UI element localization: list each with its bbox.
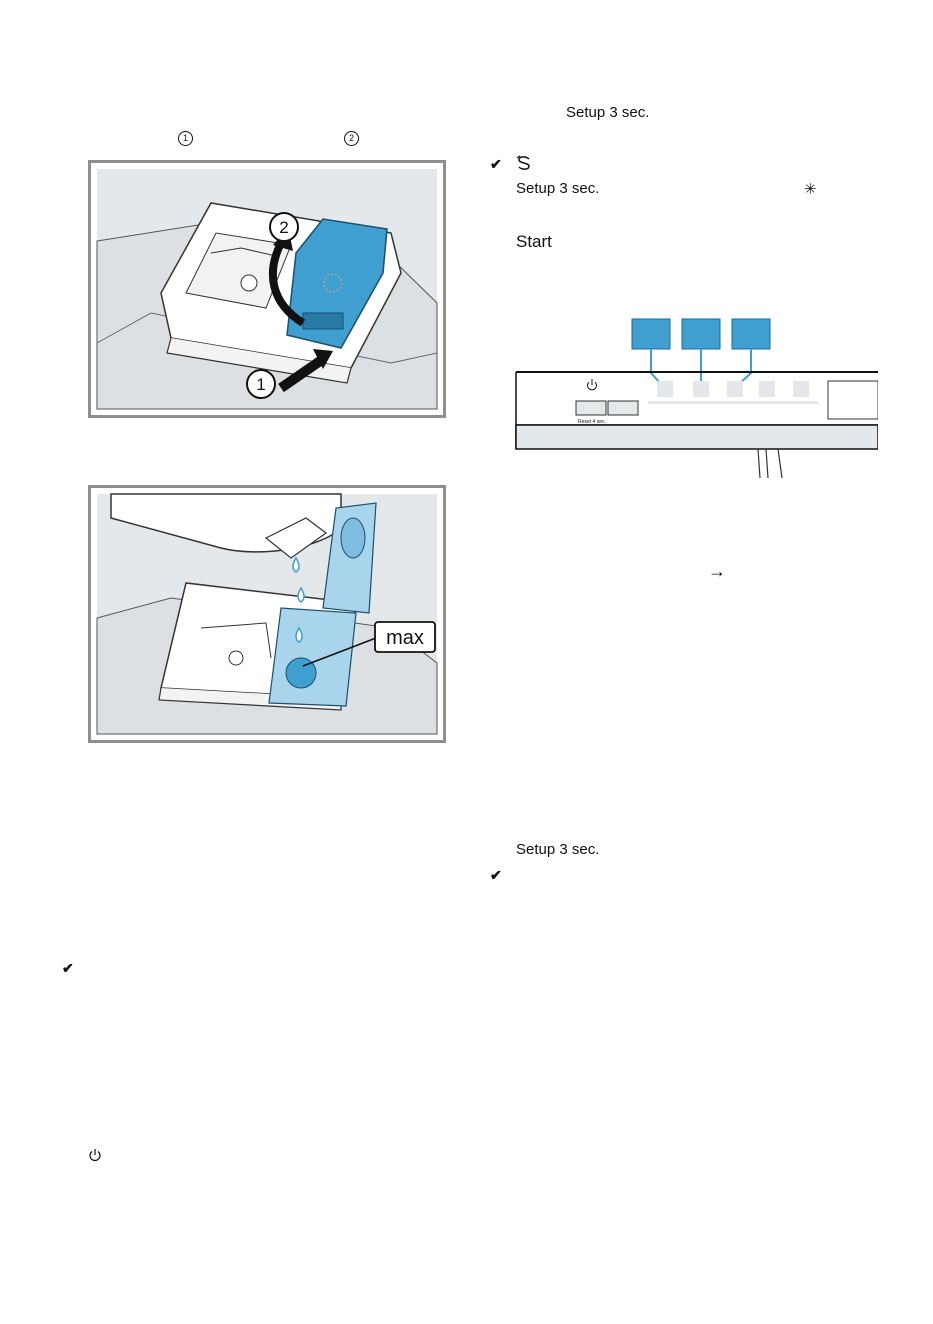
- figure-fill-rinse-aid: [88, 485, 446, 743]
- check-mark-right-2: ✔: [490, 867, 502, 883]
- callout-1: 1: [256, 375, 266, 394]
- start-label: Start: [516, 232, 552, 251]
- check-mark-right-1: ✔: [490, 156, 502, 172]
- callout-2: 2: [279, 218, 289, 237]
- rinse-aid-icon: [516, 155, 532, 171]
- figure-open-rinse-aid-lid: [88, 160, 446, 418]
- setup-label-bottom: Setup 3 sec.: [516, 841, 600, 858]
- step-markers-line: [178, 129, 378, 147]
- step-marker-1: 1: [178, 131, 193, 146]
- power-icon: [88, 1148, 102, 1162]
- control-panel-figure: [514, 315, 878, 480]
- arrow-icon: →: [708, 561, 726, 581]
- setup-label-top: Setup 3 sec.: [566, 104, 650, 121]
- step-marker-2: 2: [344, 131, 359, 146]
- sun-icon: ✳: [804, 181, 817, 198]
- setup-label-mid: Setup 3 sec.: [516, 180, 600, 197]
- max-label: max: [386, 627, 424, 649]
- check-mark-left: ✔: [62, 960, 74, 976]
- reset-label: Reset 4 sec.: [578, 419, 606, 425]
